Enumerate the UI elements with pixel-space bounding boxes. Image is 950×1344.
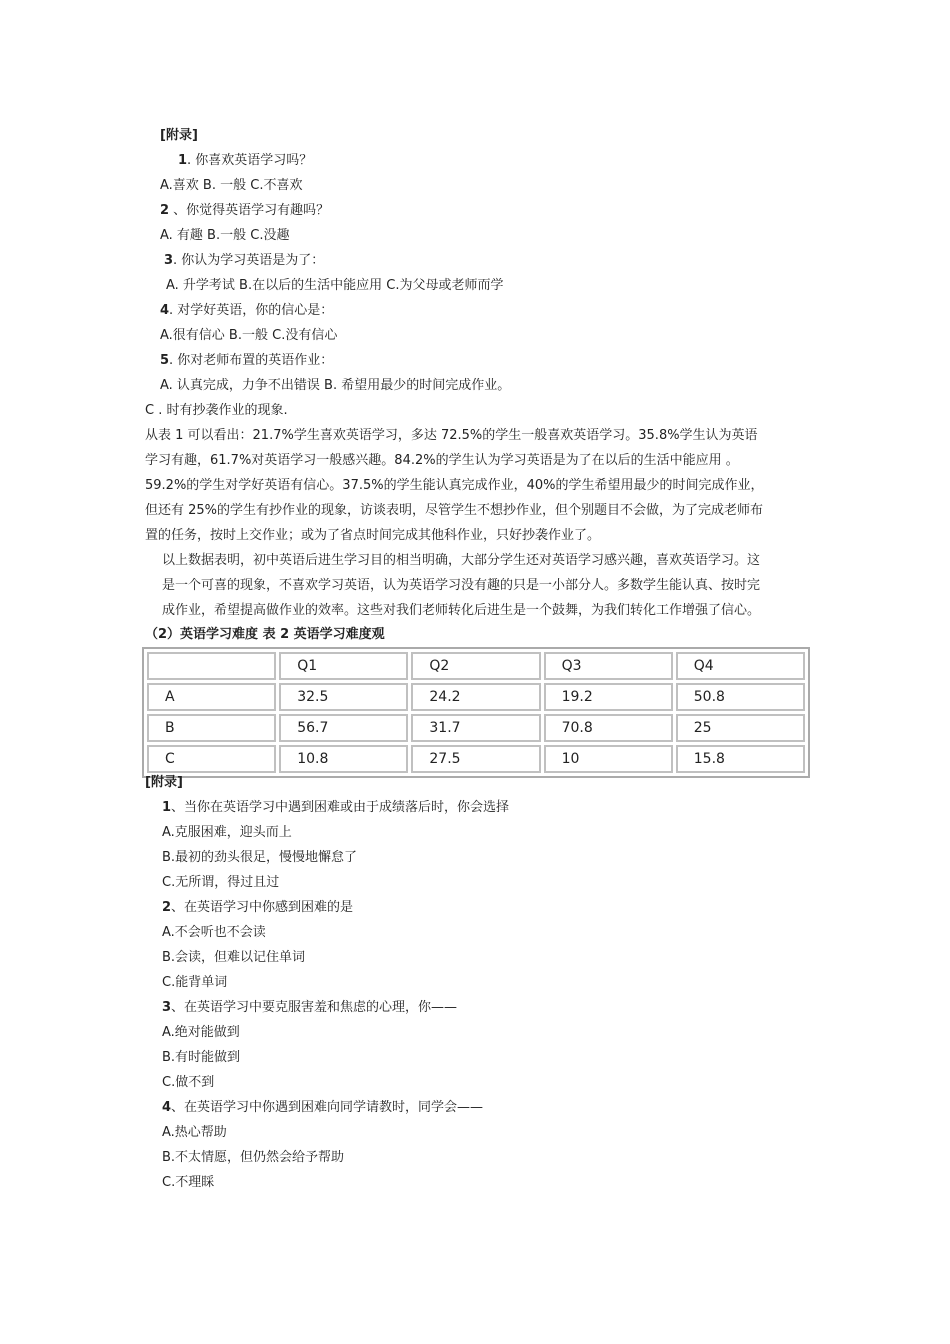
analysis-line: 但还有 25%的学生有抄作业的现象，访谈表明，尽管学生不想抄作业，但个别题目不会做，为了完成老师布: [145, 503, 764, 518]
option-c: C.做不到: [162, 1075, 215, 1090]
question-5: [160, 348, 333, 373]
analysis-line: 学习有趣，61.7%对英语学习一般感兴趣。84.2%的学生认为学习英语是为了在以后的生活中能应用 。: [145, 453, 739, 468]
table-cell: 15.8: [676, 745, 805, 773]
option-c: C.不理睬: [162, 1175, 215, 1190]
question-1: [162, 795, 509, 820]
table-cell: Q1: [279, 652, 408, 680]
question-4: [162, 1095, 483, 1120]
analysis-line: 从表 1 可以看出：21.7%学生喜欢英语学习，多达 72.5%的学生一般喜欢英语学习。35.8%学生认为英语: [145, 428, 758, 443]
question-text: 、你觉得英语学习有趣吗？: [169, 203, 330, 218]
table-cell: 27.5: [411, 745, 540, 773]
option-c: C.能背单词: [162, 975, 228, 990]
table-row: [147, 745, 805, 773]
table-cell: 24.2: [411, 683, 540, 711]
question-1: [178, 148, 312, 173]
question-number: 4: [160, 303, 170, 318]
option-b: B.有时能做到: [162, 1050, 241, 1065]
question-text: 、当你在英语学习中遇到困难或由于成绩落后时，你会选择: [171, 800, 510, 815]
section-title: （2）英语学习难度 表 2 英语学习难度观: [145, 627, 385, 642]
difficulty-table: [142, 647, 810, 778]
table-cell: A: [147, 683, 276, 711]
question-number: 3: [162, 1000, 172, 1015]
table-cell: 70.8: [544, 714, 673, 742]
table-cell: Q2: [411, 652, 540, 680]
table-cell: 10: [544, 745, 673, 773]
option-a: A.热心帮助: [162, 1125, 227, 1140]
question-5-options-continued: C . 时有抄袭作业的现象.: [145, 403, 288, 418]
question-2: [162, 895, 353, 920]
table-row: [147, 714, 805, 742]
question-2-options: A. 有趣 B.一般 C.没趣: [160, 228, 290, 243]
question-text: 、在英语学习中你遇到困难向同学请教时，同学会——: [171, 1100, 484, 1115]
question-text: . 你认为学习英语是为了：: [173, 253, 325, 268]
option-b: B.会读，但难以记住单词: [162, 950, 306, 965]
question-text: . 你喜欢英语学习吗？: [187, 153, 313, 168]
table-cell: [147, 652, 276, 680]
question-number: 5: [160, 353, 170, 368]
appendix-heading: [附录]: [145, 775, 183, 790]
conclusion-line: 以上数据表明，初中英语后进生学习目的相当明确，大部分学生还对英语学习感兴趣，喜欢英语学习。这: [162, 553, 761, 568]
question-number: 2: [160, 203, 170, 218]
table-cell: 31.7: [411, 714, 540, 742]
question-number: 4: [162, 1100, 172, 1115]
conclusion-line: 成作业，希望提高做作业的效率。这些对我们老师转化后进生是一个鼓舞，为我们转化工作增强了信心。: [162, 603, 761, 618]
table-row: [147, 683, 805, 711]
table-cell: 32.5: [279, 683, 408, 711]
table-header-row: [147, 652, 805, 680]
analysis-line: 59.2%的学生对学好英语有信心。37.5%的学生能认真完成作业，40%的学生希望用最少的时间完成作业，: [145, 478, 764, 493]
option-a: A.克服困难，迎头而上: [162, 825, 292, 840]
table-cell: 56.7: [279, 714, 408, 742]
option-b: B.不太情愿，但仍然会给予帮助: [162, 1150, 345, 1165]
question-text: 、在英语学习中你感到困难的是: [171, 900, 354, 915]
option-b: B.最初的劲头很足，慢慢地懈怠了: [162, 850, 358, 865]
table-cell: Q3: [544, 652, 673, 680]
question-5-options: A. 认真完成，力争不出错误 B. 希望用最少的时间完成作业。: [160, 378, 511, 393]
option-c: C.无所谓，得过且过: [162, 875, 280, 890]
question-text: . 对学好英语，你的信心是：: [169, 303, 334, 318]
table-cell: 10.8: [279, 745, 408, 773]
analysis-line: 置的任务，按时上交作业；或为了省点时间完成其他科作业，只好抄袭作业了。: [145, 528, 601, 543]
question-text: . 你对老师布置的英语作业：: [169, 353, 334, 368]
option-a: A.绝对能做到: [162, 1025, 240, 1040]
question-2: [160, 198, 329, 223]
question-number: 1: [162, 800, 172, 815]
question-4: [160, 298, 333, 323]
table-cell: C: [147, 745, 276, 773]
table-cell: 19.2: [544, 683, 673, 711]
appendix-heading: [附录]: [160, 128, 198, 143]
question-3: [162, 995, 457, 1020]
table-cell: 25: [676, 714, 805, 742]
question-3-options: A. 升学考试 B.在以后的生活中能应用 C.为父母或老师而学: [166, 278, 504, 293]
table-cell: Q4: [676, 652, 805, 680]
question-number: 1: [178, 153, 188, 168]
question-4-options: A.很有信心 B.一般 C.没有信心: [160, 328, 338, 343]
table-cell: 50.8: [676, 683, 805, 711]
question-3: [164, 248, 324, 273]
option-a: A.不会听也不会读: [162, 925, 266, 940]
table-cell: B: [147, 714, 276, 742]
question-number: 2: [162, 900, 172, 915]
question-1-options: A.喜欢 B. 一般 C.不喜欢: [160, 178, 303, 193]
question-number: 3: [164, 253, 174, 268]
question-text: 、在英语学习中要克服害羞和焦虑的心理，你——: [171, 1000, 458, 1015]
conclusion-line: 是一个可喜的现象，不喜欢学习英语，认为英语学习没有趣的只是一小部分人。多数学生能认真、按时完: [162, 578, 761, 593]
